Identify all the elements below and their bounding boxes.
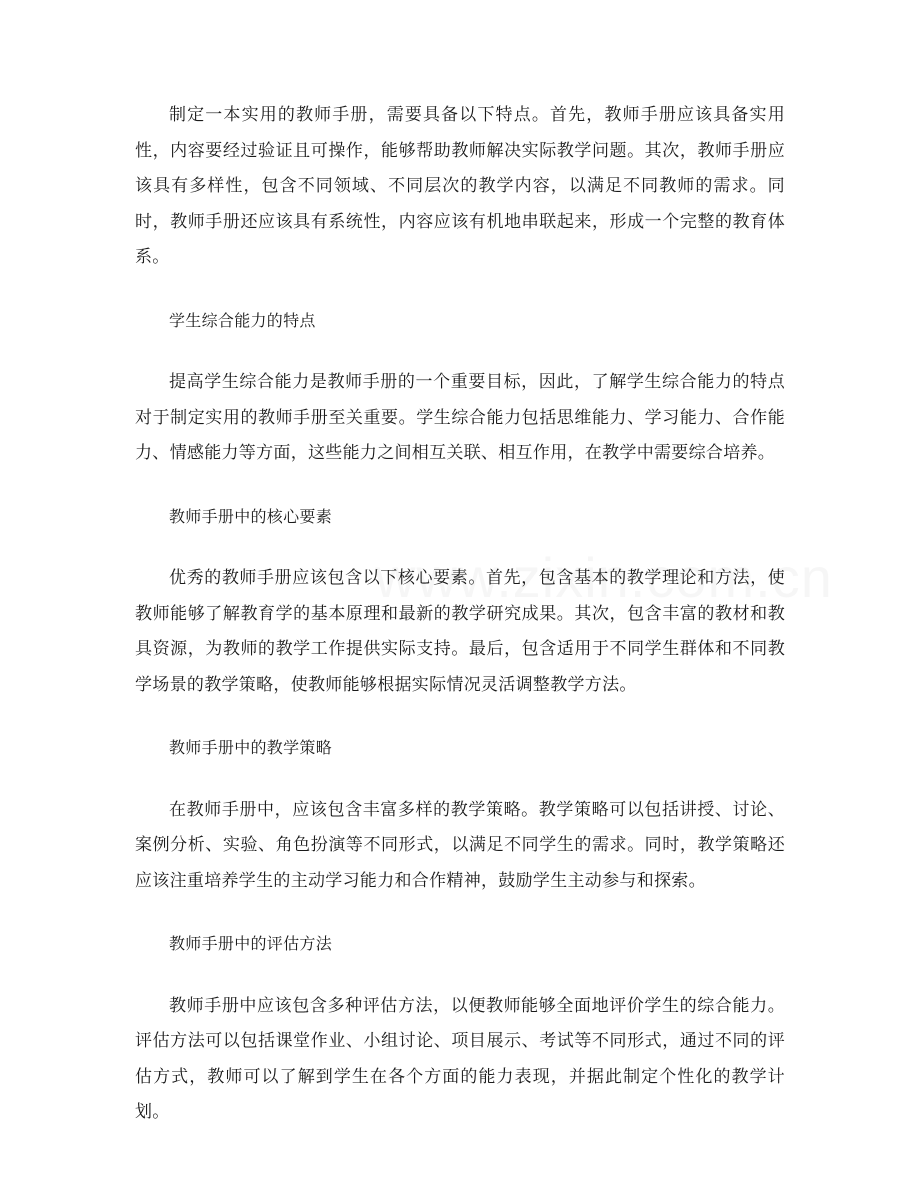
- section-heading-teaching-strategies: 教师手册中的教学策略: [169, 738, 333, 757]
- section-heading-core-elements: 教师手册中的核心要素: [169, 506, 333, 526]
- section-heading-assessment-methods: 教师手册中的评估方法: [169, 934, 333, 953]
- intro-paragraph: 制定一本实用的教师手册，需要具备以下特点。首先，教师手册应该具备实用性，内容要经过验证且可操作，能够帮助教师解决实际教学问题。其次，教师手册应该具有多样性，包含不同领域、不同层次的教学内容，以满足不同教师的需求。同时，教师手册还应该具有系统性，内容应该有机地串联起来，形成一个完整的教育体系。: [135, 105, 785, 267]
- assessment-methods-paragraph: 教师手册中应该包含多种评估方法，以便教师能够全面地评价学生的综合能力。评估方法可以包括课堂作业、小组讨论、项目展示、考试等不同形式，通过不同的评估方式，教师可以了解到学生在各个方面的能力表现，并据此制定个性化的教学计划。: [135, 995, 785, 1122]
- core-elements-paragraph: 优秀的教师手册应该包含以下核心要素。首先，包含基本的教学理论和方法，使教师能够了解教育学的基本原理和最新的教学研究成果。其次，包含丰富的教材和教具资源，为教师的教学工作提供实际支持。最后，包含适用于不同学生群体和不同教学场景的教学策略，使教师能够根据实际情况灵活调整教学方法。: [135, 568, 785, 695]
- document-body: [135, 98, 785, 1158]
- teaching-strategies-paragraph: 在教师手册中，应该包含丰富多样的教学策略。教学策略可以包括讲授、讨论、案例分析、实验、角色扮演等不同形式，以满足不同学生的需求。同时，教学策略还应该注重培养学生的主动学习能力和合作精神，鼓励学生主动参与和探索。: [135, 799, 785, 891]
- section-heading-student-ability: 学生综合能力的特点: [169, 310, 316, 330]
- student-ability-paragraph: 提高学生综合能力是教师手册的一个重要目标，因此，了解学生综合能力的特点对于制定实用的教师手册至关重要。学生综合能力包括思维能力、学习能力、合作能力、情感能力等方面，这些能力之间相互关联、相互作用，在教学中需要综合培养。: [135, 372, 785, 463]
